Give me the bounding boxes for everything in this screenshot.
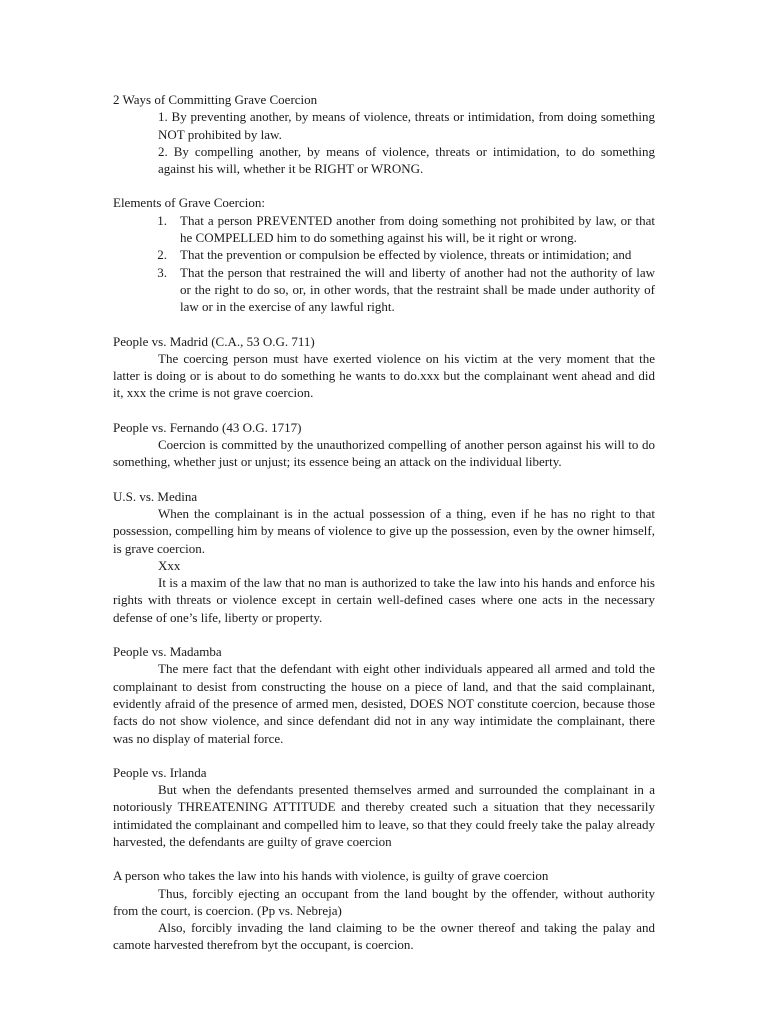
case-text-irlanda: But when the defendants presented themselves armed and surrounded the complainant in a notoriously THREATENING ATTITUDE and thereby created such a situation that they necessarily intimidated the complainant and compelled him to leave, so that they could freely take the palay already harvested, the defendants are guilty of grave coercion bbox=[113, 782, 655, 849]
medina-section bbox=[113, 488, 655, 626]
section-text-law-hands-1: Thus, forcibly ejecting an occupant from the land bought by the offender, without authority from the court, is coercion. (Pp vs. Nebreja) bbox=[113, 885, 655, 918]
element-number: 1. bbox=[157, 212, 167, 228]
element-number: 3. bbox=[157, 264, 167, 280]
fernando-section bbox=[113, 419, 655, 471]
way-item: 1. By preventing another, by means of violence, threats or intimidation, from doing something NOT prohibited by law. bbox=[158, 109, 655, 142]
element-item bbox=[113, 212, 655, 247]
element-item bbox=[113, 264, 655, 316]
irlanda-section bbox=[113, 764, 655, 850]
case-xxx-medina: Xxx bbox=[158, 557, 181, 573]
case-text-medina-2: It is a maxim of the law that no man is authorized to take the law into his hands and enforce his rights with threats or violence except in certain well-defined cases where one acts in the necessary defense of one’s life, liberty or property. bbox=[113, 575, 655, 625]
case-heading-fernando: People vs. Fernando (43 O.G. 1717) bbox=[113, 419, 302, 435]
element-text: That a person PREVENTED another from doing something not prohibited by law, or that he COMPELLED him to do something against his will, be it right or wrong. bbox=[180, 212, 655, 246]
case-heading-madamba: People vs. Madamba bbox=[113, 644, 222, 660]
case-heading-irlanda: People vs. Irlanda bbox=[113, 764, 207, 780]
section-text-law-hands-2: Also, forcibly invading the land claiming to be the owner thereof and taking the palay and camote harvested therefrom byt the occupant, is coercion. bbox=[113, 920, 655, 953]
law-hands-section bbox=[113, 867, 655, 953]
case-text-madrid: The coercing person must have exerted violence on his victim at the very moment that the latter is doing or is about to do something he wants to do.xxx but the complainant went ahead and did it, xxx the crime is not grave coercion. bbox=[113, 350, 655, 401]
case-text-madamba: The mere fact that the defendant with eight other individuals appeared all armed and told the complainant to desist from constructing the house on a piece of land, and that the said complainant, evidently afraid of the presence of armed men, desisted, DOES NOT constitute coercion, because those facts do not show violence, and since defendant did not in any way intimidate the complainant, there was no display of material force. bbox=[113, 661, 655, 746]
element-text: That the person that restrained the will and liberty of another had not the authority of law or the right to do so, or, in other words, that the restraint shall be made under authority of law or in the exercise of any lawful right. bbox=[180, 264, 655, 315]
ways-heading: 2 Ways of Committing Grave Coercion bbox=[113, 92, 318, 107]
case-text-medina-1: When the complainant is in the actual possession of a thing, even if he has no right to that possession, compelling him by means of violence to give up the possession, even by the owner himself, is grave coercion. bbox=[113, 505, 655, 556]
ways-list bbox=[113, 108, 655, 177]
case-heading-madrid: People vs. Madrid (C.A., 53 O.G. 711) bbox=[113, 333, 315, 349]
element-number: 2. bbox=[157, 247, 167, 263]
element-text: That the prevention or compulsion be effected by violence, threats or intimidation; and bbox=[180, 247, 632, 263]
madrid-section bbox=[113, 333, 655, 402]
elements-section bbox=[113, 194, 655, 315]
madamba-section bbox=[113, 643, 655, 747]
elements-list bbox=[113, 212, 655, 316]
element-item bbox=[113, 246, 655, 263]
way-item: 2. By compelling another, by means of violence, threats or intimidation, to do something against his will, whether it be RIGHT or WRONG. bbox=[158, 143, 655, 177]
section-heading-law-hands: A person who takes the law into his hands with violence, is guilty of grave coercion bbox=[113, 868, 549, 884]
ways-section bbox=[113, 91, 655, 177]
case-heading-medina: U.S. vs. Medina bbox=[113, 488, 198, 504]
case-text-fernando: Coercion is committed by the unauthorized compelling of another person against his will to do something, whether just or unjust; its essence being an attack on the individual liberty. bbox=[113, 437, 655, 470]
document-page bbox=[113, 91, 655, 954]
elements-heading: Elements of Grave Coercion: bbox=[113, 195, 265, 211]
